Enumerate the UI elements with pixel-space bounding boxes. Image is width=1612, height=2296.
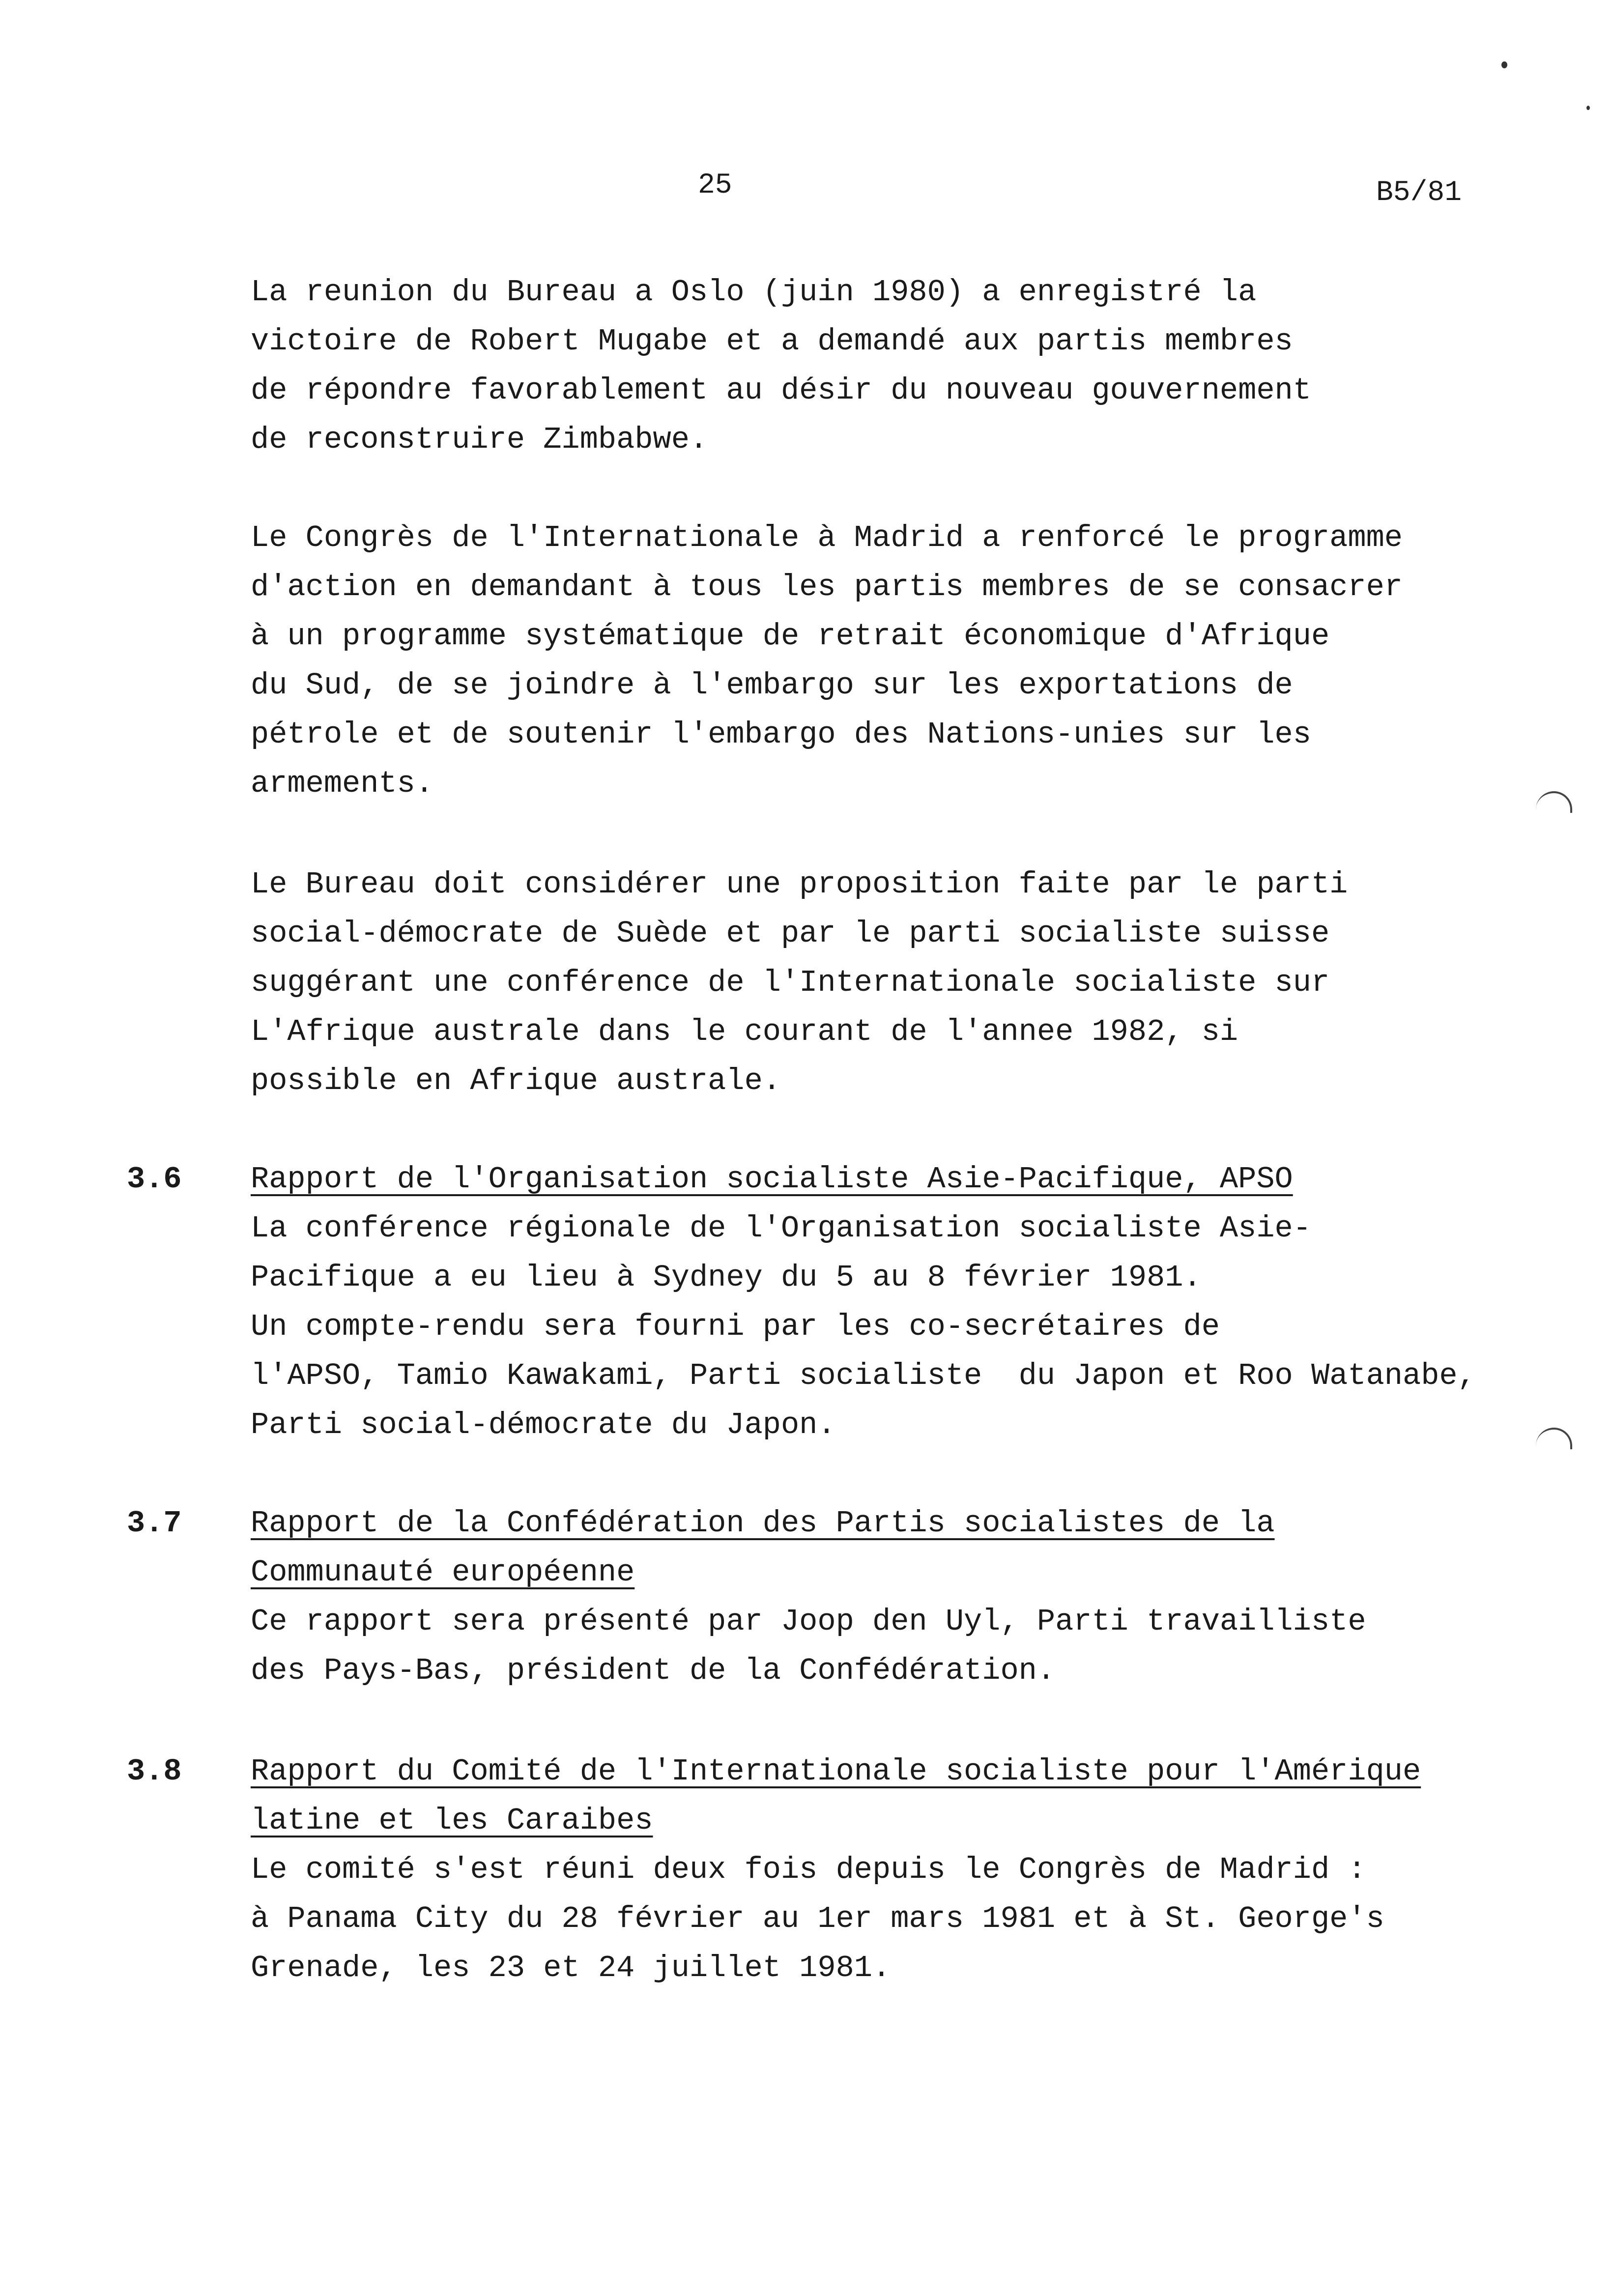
text-line: à un programme systématique de retrait économique d'Afrique <box>251 619 1330 654</box>
text-line: de reconstruire Zimbabwe. <box>251 422 708 457</box>
text-line: suggérant une conférence de l'Internationale socialiste sur <box>251 965 1330 1000</box>
text-line: possible en Afrique australe. <box>251 1063 781 1098</box>
section-title: Rapport de la Confédération des Partis socialistes de la <box>251 1506 1275 1541</box>
text-line: Un compte-rendu sera fourni par les co-secrétaires de <box>251 1309 1220 1344</box>
text-line: à Panama City du 28 février au 1er mars 1981 et à St. George's <box>251 1901 1384 1936</box>
text-line: L'Afrique australe dans le courant de l'annee 1982, si <box>251 1014 1238 1049</box>
scan-arc-mark <box>1536 791 1572 813</box>
paragraph-bureau-oslo <box>251 268 1538 464</box>
text-line: l'APSO, Tamio Kawakami, Parti socialiste du Japon et Roo Watanabe, <box>251 1358 1476 1393</box>
text-line: du Sud, de se joindre à l'embargo sur les exportations de <box>251 668 1293 703</box>
section-number-3-8: 3.8 <box>127 1754 182 1789</box>
text-line: Ce rapport sera présenté par Joop den Uyl, Parti travailliste <box>251 1604 1366 1639</box>
text-line: des Pays-Bas, président de la Confédération. <box>251 1653 1056 1688</box>
page-number: 25 <box>698 170 732 201</box>
text-line: pétrole et de soutenir l'embargo des Nations-unies sur les <box>251 717 1311 752</box>
section-title: Communauté européenne <box>251 1555 635 1590</box>
scan-arc-mark <box>1536 1428 1572 1449</box>
scan-speck <box>1586 106 1590 110</box>
section-number-3-6: 3.6 <box>127 1162 182 1197</box>
text-line: La conférence régionale de l'Organisation socialiste Asie- <box>251 1211 1311 1246</box>
text-line: d'action en demandant à tous les partis membres de se consacrer <box>251 570 1403 604</box>
text-line: Le comité s'est réuni deux fois depuis le Congrès de Madrid : <box>251 1852 1366 1887</box>
section-3-6 <box>251 1155 1538 1450</box>
text-line: Pacifique a eu lieu à Sydney du 5 au 8 février 1981. <box>251 1260 1202 1295</box>
section-title: Rapport de l'Organisation socialiste Asie-Pacifique, APSO <box>251 1162 1293 1197</box>
text-line: Le Congrès de l'Internationale à Madrid a renforcé le programme <box>251 520 1403 555</box>
paragraph-congres-madrid <box>251 514 1538 808</box>
text-line: Grenade, les 23 et 24 juillet 1981. <box>251 1951 891 1985</box>
text-line: Le Bureau doit considérer une proposition faite par le parti <box>251 867 1348 902</box>
paragraph-bureau-proposition <box>251 860 1538 1106</box>
text-line: social-démocrate de Suède et par le parti socialiste suisse <box>251 916 1330 951</box>
text-line: La reunion du Bureau a Oslo (juin 1980) a enregistré la <box>251 275 1257 310</box>
section-title: latine et les Caraibes <box>251 1803 653 1838</box>
section-number-3-7: 3.7 <box>127 1506 182 1541</box>
text-line: armements. <box>251 766 434 801</box>
text-line: victoire de Robert Mugabe et a demandé aux partis membres <box>251 324 1293 359</box>
section-title: Rapport du Comité de l'Internationale socialiste pour l'Amérique <box>251 1754 1421 1789</box>
text-line: de répondre favorablement au désir du nouveau gouvernement <box>251 373 1311 408</box>
document-reference: B5/81 <box>1376 177 1462 209</box>
scan-speck <box>1501 61 1507 68</box>
text-line: Parti social-démocrate du Japon. <box>251 1407 836 1442</box>
section-3-7 <box>251 1499 1538 1695</box>
section-3-8 <box>251 1747 1538 1993</box>
